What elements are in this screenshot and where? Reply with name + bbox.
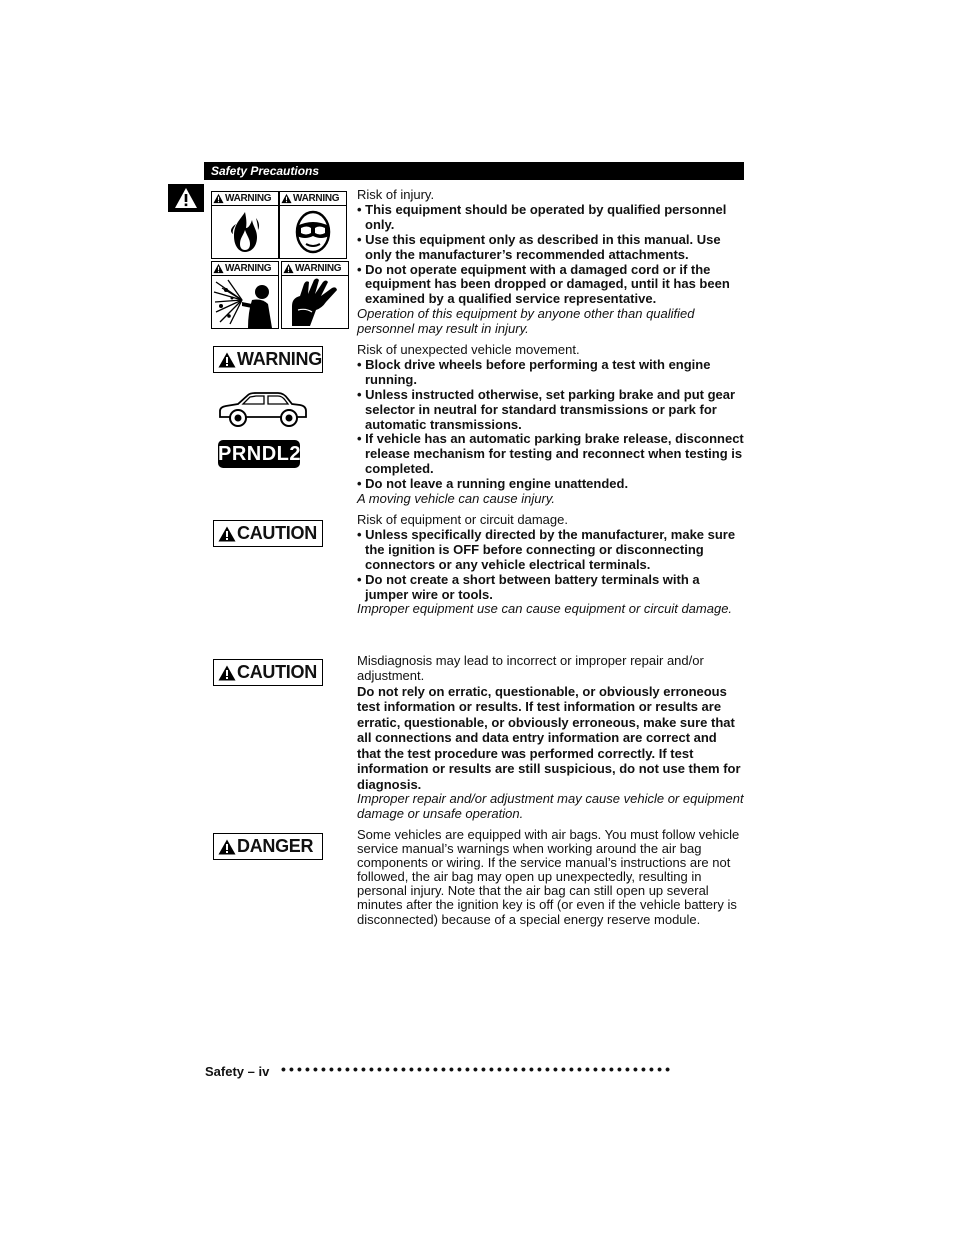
alert-triangle-icon [218,665,236,681]
alert-triangle-icon [281,193,292,204]
glove-protection-icon [282,276,348,328]
section-airbag-text [357,828,744,927]
page-number: Safety – iv [205,1064,270,1079]
caution-sign: CAUTION [213,659,323,686]
alert-triangle-icon [213,263,224,274]
alert-triangle-icon [218,526,236,542]
bullet-item: • Unless specifically directed by the manufacturer, make sure the ignition is OFF before connecting or disconnecting connectors or any vehicle electrical terminals. [357,526,736,572]
alert-triangle-icon [218,839,236,855]
bullet-item: • Do not create a short between battery terminals with a jumper wire or tools. [357,571,700,602]
section-intro: Risk of unexpected vehicle movement. [357,342,580,357]
warning-sign: WARNING [213,346,323,373]
warning-explosion-tile: WARNING [211,261,279,329]
gear-selector-badge: PRNDL2 [218,440,300,468]
bullet-item: • Unless instructed otherwise, set parking brake and put gear selector in neutral for standard transmissions or park for automatic transmissions. [357,386,736,432]
section-note: Operation of this equipment by anyone other than qualified personnel may result in injury. [357,306,695,337]
bullet-item: • If vehicle has an automatic parking brake release, disconnect release mechanism for testing and reconnect when testing is completed. [357,431,744,477]
warning-fire-tile: WARNING [211,191,279,259]
bullet-item: • Block drive wheels before performing a test with engine running. [357,356,711,387]
section-note: A moving vehicle can cause injury. [357,491,555,507]
bullet-item: • Use this equipment only as described in this manual. Use only the manufacturer’s recommended attachments. [357,231,721,262]
side-tab [168,184,204,212]
explosion-hazard-icon [212,276,278,328]
section-misdiagnosis-text [357,654,744,822]
car-icon [216,391,309,429]
bullet-item: • This equipment should be operated by qualified personnel only. [357,201,727,232]
section-paragraph: Some vehicles are equipped with air bags. You must follow vehicle service manual’s warnings when working around the air bag components or wiring. If the service manual’s instructions are not followed, the air bag may open up unexpectedly, resulting in personal injury. Note that the air bag can still open up several minutes after the ignition key is off (or even if the vehicle battery is disconnected) because of a special energy reserve module. [357,827,740,927]
bullet-item: • Do not operate equipment with a damaged cord or if the equipment has been dropped or damaged, until it has been examined by a qualified service representative. [357,261,730,307]
fire-hazard-icon [212,206,278,258]
alert-triangle-icon [218,352,236,368]
section-injury-text [357,188,744,337]
warning-eye-tile: WARNING [279,191,347,259]
footer-dot-leader: ••••••••••••••••••••••••••••••••••••••••••••••••• [281,1061,674,1077]
section-note: Improper equipment use can cause equipment or circuit damage. [357,601,733,617]
alert-triangle-icon [213,193,224,204]
section-vehicle-movement-text [357,343,744,507]
warning-glove-tile: WARNING [281,261,349,329]
section-bold-paragraph: Do not rely on erratic, questionable, or obviously erroneous test information or results. If test information or results are erratic, questionable, or obviously erroneous, make sure that all connections and data entry information are correct and that the test procedure was performed correctly. If test information or results are still suspicious, do not use them for diagnosis. [357,683,741,792]
danger-sign: DANGER [213,833,323,860]
section-intro: Risk of injury. [357,187,435,202]
warning-triangle-icon [174,187,198,209]
section-note: Improper repair and/or adjustment may cause vehicle or equipment damage or unsafe operation. [357,791,744,822]
bullet-item: • Do not leave a running engine unattended. [357,476,629,492]
section-header [204,162,744,180]
section-intro: Risk of equipment or circuit damage. [357,512,568,527]
section-intro: Misdiagnosis may lead to incorrect or improper repair and/or adjustment. [357,653,704,683]
warning-icon-grid [211,191,349,330]
section-header-title: Safety Precautions [211,164,320,178]
alert-triangle-icon [283,263,294,274]
caution-sign: CAUTION [213,520,323,547]
eye-protection-icon [280,206,346,258]
section-circuit-damage-text [357,513,744,617]
